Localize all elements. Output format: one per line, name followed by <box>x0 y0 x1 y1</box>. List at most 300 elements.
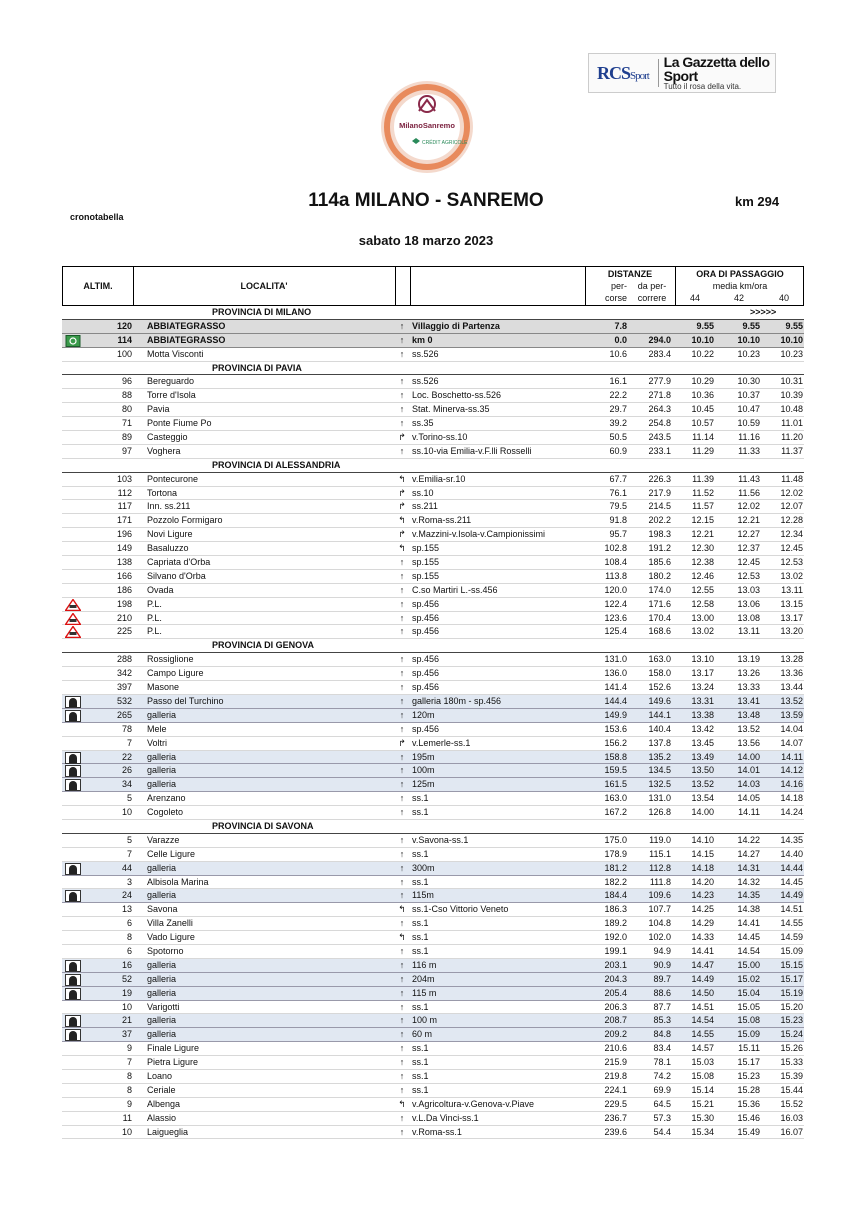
time-40: 14.51 <box>780 904 803 915</box>
distance-covered: 182.2 <box>604 876 627 887</box>
distance-covered: 10.6 <box>609 348 627 359</box>
direction-arrow: ↑ <box>399 570 405 581</box>
direction-arrow: ↰ <box>398 473 406 484</box>
location: Ceriale <box>147 1084 176 1095</box>
sponsor-logo <box>588 53 776 93</box>
table-row <box>62 625 804 639</box>
time-42: 12.02 <box>737 501 760 512</box>
time-42: 14.31 <box>737 862 760 873</box>
altitude: 8 <box>126 1070 132 1081</box>
direction-arrow: ↑ <box>399 709 405 720</box>
direction-arrows: >>>>> <box>750 307 777 317</box>
time-44: 14.00 <box>691 807 714 818</box>
direction-arrow: ↰ <box>398 932 406 943</box>
time-40: 15.39 <box>780 1070 803 1081</box>
time-44: 11.14 <box>692 432 714 443</box>
time-40: 14.44 <box>780 862 803 873</box>
time-42: 12.53 <box>737 570 760 581</box>
time-40: 15.23 <box>780 1015 803 1026</box>
location: Pontecurone <box>147 473 199 484</box>
distance-covered: 239.6 <box>604 1126 627 1137</box>
road-note: sp.155 <box>412 543 440 554</box>
location: Passo del Turchino <box>147 695 224 706</box>
location: ABBIATEGRASSO <box>147 334 226 345</box>
altitude: 37 <box>121 1029 132 1040</box>
distance-remaining: 180.2 <box>648 570 671 581</box>
time-40: 14.24 <box>780 807 803 818</box>
distance-remaining: 254.8 <box>648 418 671 429</box>
time-40: 14.59 <box>780 932 803 943</box>
location: Spotorno <box>147 945 184 956</box>
time-44: 13.10 <box>691 654 714 665</box>
table-row <box>62 667 804 681</box>
table-row <box>62 431 804 445</box>
time-42: 15.00 <box>737 959 760 970</box>
time-42: 9.55 <box>742 320 760 331</box>
time-40: 15.44 <box>780 1084 803 1095</box>
time-40: 13.28 <box>780 654 803 665</box>
time-44: 12.46 <box>691 570 714 581</box>
race-logo <box>378 78 476 176</box>
altitude: 80 <box>121 404 132 415</box>
table-row <box>62 1070 804 1084</box>
table-row <box>62 556 804 570</box>
road-note: ss.35 <box>412 418 434 429</box>
time-40: 10.23 <box>780 348 803 359</box>
time-40: 13.52 <box>780 695 803 706</box>
direction-arrow: ↑ <box>399 334 405 345</box>
distance-remaining: 294.0 <box>648 334 671 345</box>
time-42: 15.09 <box>737 1029 760 1040</box>
distance-remaining: 132.5 <box>648 779 671 790</box>
altitude: 532 <box>116 695 132 706</box>
province-name: PROVINCIA DI ALESSANDRIA <box>212 459 341 470</box>
time-40: 12.45 <box>780 543 803 554</box>
road-note: ss.1 <box>412 945 429 956</box>
time-44: 11.52 <box>692 487 714 498</box>
road-note: ss.526 <box>412 348 439 359</box>
table-row <box>62 612 804 626</box>
direction-arrow: ↑ <box>399 1084 405 1095</box>
table-row <box>62 1112 804 1126</box>
time-40: 15.24 <box>780 1029 803 1040</box>
time-40: 13.11 <box>781 584 803 595</box>
start-flag-icon <box>65 335 81 347</box>
direction-arrow: ↰ <box>398 543 406 554</box>
distance-remaining: 57.3 <box>653 1112 671 1123</box>
location: Campo Ligure <box>147 668 204 679</box>
road-note: galleria 180m - sp.456 <box>412 695 502 706</box>
distance-remaining: 89.7 <box>653 973 671 984</box>
road-note: v.Mazzini-v.Isola-v.Campionissimi <box>412 529 546 540</box>
table-row <box>62 931 804 945</box>
tunnel-icon <box>65 696 81 708</box>
direction-arrow: ↑ <box>399 1029 405 1040</box>
time-44: 15.30 <box>691 1112 714 1123</box>
table-row <box>62 542 804 556</box>
time-42: 13.26 <box>737 668 760 679</box>
time-42: 15.11 <box>738 1043 760 1054</box>
road-note: 115 m <box>412 987 437 998</box>
time-40: 12.07 <box>780 501 803 512</box>
distance-covered: 181.2 <box>604 862 627 873</box>
direction-arrow: ↰ <box>398 904 406 915</box>
road-note: sp.456 <box>412 668 440 679</box>
time-44: 10.36 <box>691 390 714 401</box>
table-row <box>62 709 804 723</box>
time-42: 15.23 <box>737 1070 760 1081</box>
document-type: cronotabella <box>70 212 124 222</box>
distance-remaining: 226.3 <box>648 473 671 484</box>
altitude: 166 <box>116 570 132 581</box>
tunnel-icon <box>65 890 81 902</box>
distance-covered: 16.1 <box>609 376 627 387</box>
location: Novi Ligure <box>147 529 193 540</box>
location: galleria <box>147 973 177 984</box>
distance-covered: 175.0 <box>604 834 627 845</box>
direction-arrow: ↑ <box>399 945 405 956</box>
time-44: 14.18 <box>691 862 714 873</box>
time-40: 14.16 <box>780 779 803 790</box>
time-40: 13.02 <box>780 570 803 581</box>
time-40: 11.37 <box>781 445 803 456</box>
location: galleria <box>147 751 177 762</box>
time-40: 14.49 <box>780 890 803 901</box>
direction-arrow: ↑ <box>399 376 405 387</box>
time-44: 10.45 <box>691 404 714 415</box>
location: Casteggio <box>147 432 188 443</box>
distance-covered: 192.0 <box>604 932 627 943</box>
table-row <box>62 1014 804 1028</box>
distance-remaining: 271.8 <box>648 390 671 401</box>
distance-remaining: 119.0 <box>649 834 671 845</box>
location: P.L. <box>147 612 162 623</box>
distance-remaining: 168.6 <box>648 626 671 637</box>
col-da-percorrere-2: correre <box>637 293 667 303</box>
time-42: 12.27 <box>737 529 760 540</box>
distance-covered: 208.7 <box>604 1015 627 1026</box>
time-42: 11.16 <box>738 432 760 443</box>
time-42: 11.56 <box>738 487 760 498</box>
road-note: ss.1 <box>412 807 429 818</box>
table-row <box>62 1126 804 1140</box>
altitude: 120 <box>116 320 132 331</box>
time-42: 14.41 <box>737 918 760 929</box>
distance-remaining: 277.9 <box>648 376 671 387</box>
time-40: 14.45 <box>780 876 803 887</box>
distance-remaining: 109.6 <box>648 890 671 901</box>
time-40: 14.04 <box>780 723 803 734</box>
altitude: 10 <box>121 1126 132 1137</box>
road-note: ss.1 <box>412 1001 429 1012</box>
time-44: 14.49 <box>691 973 714 984</box>
table-row <box>62 806 804 820</box>
distance-remaining: 107.7 <box>648 904 671 915</box>
col-ora: ORA DI PASSAGGIO <box>696 269 784 279</box>
table-row <box>62 987 804 1001</box>
time-44: 12.38 <box>691 557 714 568</box>
time-40: 10.48 <box>780 404 803 415</box>
time-42: 13.41 <box>737 695 760 706</box>
time-40: 14.35 <box>780 834 803 845</box>
col-localita: LOCALITA' <box>240 281 288 291</box>
distance-remaining: 78.1 <box>653 1057 671 1068</box>
time-42: 13.52 <box>737 723 760 734</box>
distance-covered: 149.9 <box>604 709 627 720</box>
distance-covered: 159.5 <box>604 765 627 776</box>
location: Basaluzzo <box>147 543 189 554</box>
distance-covered: 163.0 <box>604 793 627 804</box>
altitude: 5 <box>126 793 132 804</box>
distance-covered: 161.5 <box>604 779 627 790</box>
time-44: 14.54 <box>691 1015 714 1026</box>
distance-remaining: 163.0 <box>648 654 671 665</box>
location: galleria <box>147 779 177 790</box>
location: galleria <box>147 959 177 970</box>
time-42: 13.11 <box>738 626 760 637</box>
table-row <box>62 973 804 987</box>
time-42: 13.33 <box>737 682 760 693</box>
altitude: 34 <box>121 779 132 790</box>
distance-remaining: 198.3 <box>648 529 671 540</box>
distance-covered: 123.6 <box>604 612 627 623</box>
time-40: 16.07 <box>780 1126 803 1137</box>
time-40: 12.28 <box>780 515 803 526</box>
time-44: 13.42 <box>691 723 714 734</box>
altitude: 117 <box>117 501 132 512</box>
time-42: 14.03 <box>737 779 760 790</box>
altitude: 88 <box>121 390 132 401</box>
time-42: 13.03 <box>737 584 760 595</box>
location: Laigueglia <box>147 1126 189 1137</box>
table-row <box>62 1084 804 1098</box>
distance-remaining: 126.8 <box>648 807 671 818</box>
location: Albisola Marina <box>147 876 209 887</box>
altitude: 44 <box>121 862 132 873</box>
road-note: ss.1 <box>412 1043 429 1054</box>
distance-remaining: 134.5 <box>648 765 671 776</box>
time-40: 13.20 <box>780 626 803 637</box>
time-44: 13.49 <box>691 751 714 762</box>
road-note: sp.155 <box>412 570 440 581</box>
time-42: 15.17 <box>737 1057 760 1068</box>
table-header <box>62 266 804 306</box>
road-note: ss.1 <box>412 793 429 804</box>
distance-remaining: 243.5 <box>648 432 671 443</box>
time-42: 14.54 <box>737 945 760 956</box>
altitude: 114 <box>117 334 132 345</box>
table-row <box>62 848 804 862</box>
province-header <box>62 306 804 320</box>
direction-arrow: ↑ <box>399 445 405 456</box>
time-40: 15.19 <box>780 987 803 998</box>
col-speed-40: 40 <box>778 293 789 303</box>
time-40: 11.48 <box>781 473 803 484</box>
col-percorse-2: corse <box>604 293 627 303</box>
direction-arrow: ↑ <box>399 765 405 776</box>
time-40: 15.52 <box>780 1098 803 1109</box>
direction-arrow: ↑ <box>399 320 405 331</box>
altitude: 103 <box>116 473 132 484</box>
location: Motta Visconti <box>147 348 204 359</box>
road-note: ss.1 <box>412 876 429 887</box>
distance-remaining: 131.0 <box>648 793 671 804</box>
time-40: 11.20 <box>781 432 803 443</box>
direction-arrow: ↰ <box>398 1098 406 1109</box>
altitude: 112 <box>117 487 132 498</box>
road-note: 60 m <box>412 1029 433 1040</box>
distance-covered: 122.4 <box>604 598 627 609</box>
table-row <box>62 723 804 737</box>
road-note: C.so Martiri L.-ss.456 <box>412 584 498 595</box>
table-row <box>62 876 804 890</box>
altitude: 6 <box>126 918 132 929</box>
time-42: 12.37 <box>737 543 760 554</box>
table-row <box>62 1098 804 1112</box>
direction-arrow: ↑ <box>399 626 405 637</box>
time-44: 14.29 <box>691 918 714 929</box>
distance-remaining: 202.2 <box>648 515 671 526</box>
gazzetta-logo: La Gazzetta dello Sport Tutto il rosa della vita. <box>663 54 770 91</box>
table-row <box>62 473 804 487</box>
altitude: 397 <box>116 682 132 693</box>
race-logo-text: MilanoSanremo <box>399 121 455 130</box>
table-row <box>62 487 804 501</box>
time-40: 15.33 <box>780 1057 803 1068</box>
distance-remaining: 64.5 <box>653 1098 671 1109</box>
direction-arrow: ↑ <box>399 876 405 887</box>
distance-remaining: 174.0 <box>648 584 671 595</box>
time-44: 11.57 <box>692 501 714 512</box>
time-44: 13.50 <box>691 765 714 776</box>
time-44: 14.57 <box>691 1043 714 1054</box>
time-44: 14.47 <box>691 959 714 970</box>
time-42: 11.43 <box>738 473 760 484</box>
altitude: 96 <box>121 376 132 387</box>
distance-remaining: 137.8 <box>648 737 671 748</box>
altitude: 6 <box>126 945 132 956</box>
distance-covered: 156.2 <box>604 737 627 748</box>
distance-covered: 224.1 <box>604 1084 627 1095</box>
table-row <box>62 751 804 765</box>
road-note: sp.456 <box>412 626 440 637</box>
distance-remaining: 264.3 <box>648 404 671 415</box>
time-42: 10.47 <box>737 404 760 415</box>
time-42: 10.59 <box>737 418 760 429</box>
direction-arrow: ↑ <box>399 1001 405 1012</box>
distance-remaining: 69.9 <box>653 1084 671 1095</box>
altitude: 342 <box>116 668 132 679</box>
time-44: 12.15 <box>691 515 714 526</box>
tunnel-icon <box>65 765 81 777</box>
time-42: 15.49 <box>737 1126 760 1137</box>
distance-covered: 189.2 <box>604 918 627 929</box>
tunnel-icon <box>65 710 81 722</box>
time-42: 13.06 <box>737 598 760 609</box>
location: ABBIATEGRASSO <box>147 320 226 331</box>
altitude: 89 <box>121 432 132 443</box>
table-row <box>62 903 804 917</box>
time-42: 14.05 <box>737 793 760 804</box>
road-note: v.Emilia-sr.10 <box>412 473 466 484</box>
direction-arrow: ↑ <box>399 584 405 595</box>
distance-remaining: 102.0 <box>648 932 671 943</box>
location: Savona <box>147 904 178 915</box>
altitude: 26 <box>121 765 132 776</box>
distance-remaining: 152.6 <box>648 682 671 693</box>
direction-arrow: ↑ <box>399 390 405 401</box>
altitude: 16 <box>121 959 132 970</box>
table-row <box>62 737 804 751</box>
location: Rossiglione <box>147 654 194 665</box>
location: Masone <box>147 682 180 693</box>
distance-covered: 206.3 <box>604 1001 627 1012</box>
time-40: 14.07 <box>780 737 803 748</box>
distance-remaining: 233.1 <box>648 445 671 456</box>
time-44: 15.14 <box>691 1084 714 1095</box>
location: Cogoleto <box>147 807 184 818</box>
distance-remaining: 111.8 <box>649 876 671 887</box>
level-crossing-icon <box>65 613 81 625</box>
distance-remaining: 214.5 <box>648 501 671 512</box>
distance-covered: 186.3 <box>604 904 627 915</box>
table-row <box>62 514 804 528</box>
road-note: ss.1 <box>412 918 429 929</box>
col-percorse-1: per- <box>610 281 627 291</box>
distance-covered: 113.8 <box>605 570 627 581</box>
distance-remaining: 112.8 <box>649 862 671 873</box>
table-row <box>62 917 804 931</box>
time-44: 9.55 <box>696 320 714 331</box>
time-44: 14.23 <box>691 890 714 901</box>
direction-arrow: ↱ <box>398 487 406 498</box>
time-40: 10.31 <box>780 376 803 387</box>
table-row <box>62 653 804 667</box>
location: Loano <box>147 1070 173 1081</box>
road-note: ss.1 <box>412 932 429 943</box>
road-note: v.Roma-ss.211 <box>412 515 472 526</box>
distance-remaining: 185.6 <box>648 557 671 568</box>
road-note: ss.1 <box>412 848 429 859</box>
time-44: 15.03 <box>691 1057 714 1068</box>
location: Mele <box>147 723 167 734</box>
time-44: 13.54 <box>691 793 714 804</box>
location: galleria <box>147 765 177 776</box>
table-row <box>62 889 804 903</box>
table-row <box>62 348 804 362</box>
distance-remaining: 74.2 <box>653 1070 671 1081</box>
location: Alassio <box>147 1112 177 1123</box>
province-name: PROVINCIA DI MILANO <box>212 307 312 317</box>
distance-covered: 102.8 <box>604 543 627 554</box>
timetable-body <box>62 306 804 1139</box>
road-note: sp.456 <box>412 654 440 665</box>
road-note: sp.456 <box>412 682 440 693</box>
time-42: 10.30 <box>737 376 760 387</box>
province-name: PROVINCIA DI PAVIA <box>212 362 302 373</box>
altitude: 10 <box>121 807 132 818</box>
direction-arrow: ↱ <box>398 501 406 512</box>
time-40: 14.18 <box>780 793 803 804</box>
time-42: 15.04 <box>737 987 760 998</box>
time-42: 15.46 <box>737 1112 760 1123</box>
road-note: Loc. Boschetto-ss.526 <box>412 390 502 401</box>
table-row <box>62 1056 804 1070</box>
time-40: 14.55 <box>780 918 803 929</box>
time-40: 14.40 <box>780 848 803 859</box>
altitude: 8 <box>126 932 132 943</box>
direction-arrow: ↑ <box>399 973 405 984</box>
